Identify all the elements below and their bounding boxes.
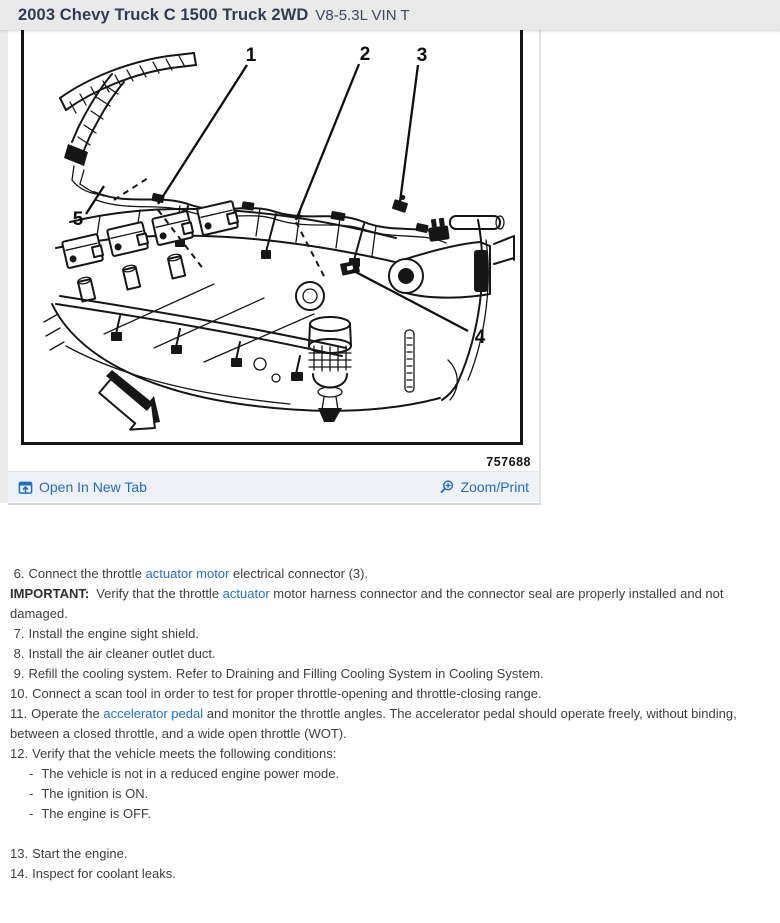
figure-card bbox=[8, 30, 541, 503]
step-text: and monitor the throttle angles. The accelerator pedal should operate freely, without binding, between a closed throttle, and a wide open throttle (WOT). bbox=[10, 706, 737, 741]
open-in-new-tab-icon bbox=[18, 480, 33, 495]
callout-1: 1 bbox=[245, 45, 257, 66]
step-text: Connect a scan tool in order to test for proper throttle-opening and throttle-closing range. bbox=[32, 686, 542, 701]
step-number: 6. bbox=[10, 566, 25, 581]
step-text: Start the engine. bbox=[32, 846, 128, 861]
condition-item bbox=[10, 764, 772, 784]
accelerator-pedal-link[interactable]: accelerator pedal bbox=[103, 706, 204, 721]
step-number: 9. bbox=[10, 666, 25, 681]
step-number: 7. bbox=[10, 626, 25, 641]
important-note bbox=[10, 584, 772, 624]
callout-3: 3 bbox=[416, 45, 428, 66]
corrugated-conduit-sketch bbox=[60, 53, 196, 184]
step-8 bbox=[10, 644, 772, 664]
condition-text: The ignition is ON. bbox=[41, 786, 149, 801]
zoom-print-icon bbox=[440, 480, 455, 495]
step-7 bbox=[10, 624, 772, 644]
note-text: Verify that the throttle bbox=[96, 586, 223, 601]
coil-pack-sketch bbox=[62, 201, 239, 302]
condition-item bbox=[10, 784, 772, 804]
wiring-harness-sketch bbox=[72, 180, 448, 267]
step-number: 8. bbox=[10, 646, 25, 661]
step-text: Verify that the vehicle meets the following conditions: bbox=[32, 746, 337, 761]
condition-text: The vehicle is not in a reduced engine power mode. bbox=[41, 766, 340, 781]
engine-diagram-svg bbox=[8, 30, 539, 471]
step-text: Inspect for coolant leaks. bbox=[32, 866, 176, 881]
step-12 bbox=[10, 744, 772, 764]
canister-sketch bbox=[309, 317, 351, 422]
condition-item bbox=[10, 804, 772, 824]
step-text: Operate the bbox=[31, 706, 104, 721]
bullet-dash: - bbox=[29, 786, 34, 801]
page-header bbox=[0, 0, 780, 30]
step-13 bbox=[10, 844, 772, 864]
callout-4: 4 bbox=[474, 327, 486, 348]
step-text: Install the air cleaner outlet duct. bbox=[28, 646, 216, 661]
step-text: Connect the throttle bbox=[28, 566, 146, 581]
note-text: motor harness connector and the connector seal are properly installed and not damaged. bbox=[10, 586, 724, 621]
step-11 bbox=[10, 704, 772, 744]
condition-text: The engine is OFF. bbox=[41, 806, 152, 821]
step-text: Refill the cooling system. Refer to Draining and Filling Cooling System in Cooling System. bbox=[28, 666, 544, 681]
figure-toolbar bbox=[8, 471, 539, 502]
instructions-content bbox=[0, 503, 780, 884]
step-9 bbox=[10, 664, 772, 684]
engine-diagram-image[interactable] bbox=[8, 30, 539, 471]
open-in-new-tab-label: Open In New Tab bbox=[39, 479, 147, 495]
bullet-dash: - bbox=[29, 806, 34, 821]
actuator-motor-link[interactable]: actuator motor bbox=[145, 566, 230, 581]
page-subtitle: V8-5.3L VIN T bbox=[315, 7, 410, 24]
actuator-link[interactable]: actuator bbox=[222, 586, 270, 601]
callout-5: 5 bbox=[72, 209, 84, 230]
left-gutter bbox=[0, 30, 8, 503]
important-label: IMPORTANT: bbox=[10, 586, 90, 601]
figure-number: 757688 bbox=[486, 455, 531, 469]
step-number: 10. bbox=[10, 686, 29, 701]
fuel-rail-sketch bbox=[56, 284, 346, 382]
step-10 bbox=[10, 684, 772, 704]
step-number: 14. bbox=[10, 866, 29, 881]
bullet-dash: - bbox=[29, 766, 34, 781]
step-14 bbox=[10, 864, 772, 884]
zoom-print-link[interactable] bbox=[440, 479, 529, 495]
step-text: Install the engine sight shield. bbox=[28, 626, 200, 641]
callout-2: 2 bbox=[359, 44, 371, 65]
step-number: 12. bbox=[10, 746, 29, 761]
page-title: 2003 Chevy Truck C 1500 Truck 2WD bbox=[18, 6, 309, 24]
open-in-new-tab-link[interactable] bbox=[18, 479, 147, 495]
step-number: 11. bbox=[10, 706, 28, 721]
step-text: electrical connector (3). bbox=[229, 566, 369, 581]
step-number: 13. bbox=[10, 846, 29, 861]
zoom-print-label: Zoom/Print bbox=[460, 479, 529, 495]
step-6 bbox=[10, 564, 772, 584]
